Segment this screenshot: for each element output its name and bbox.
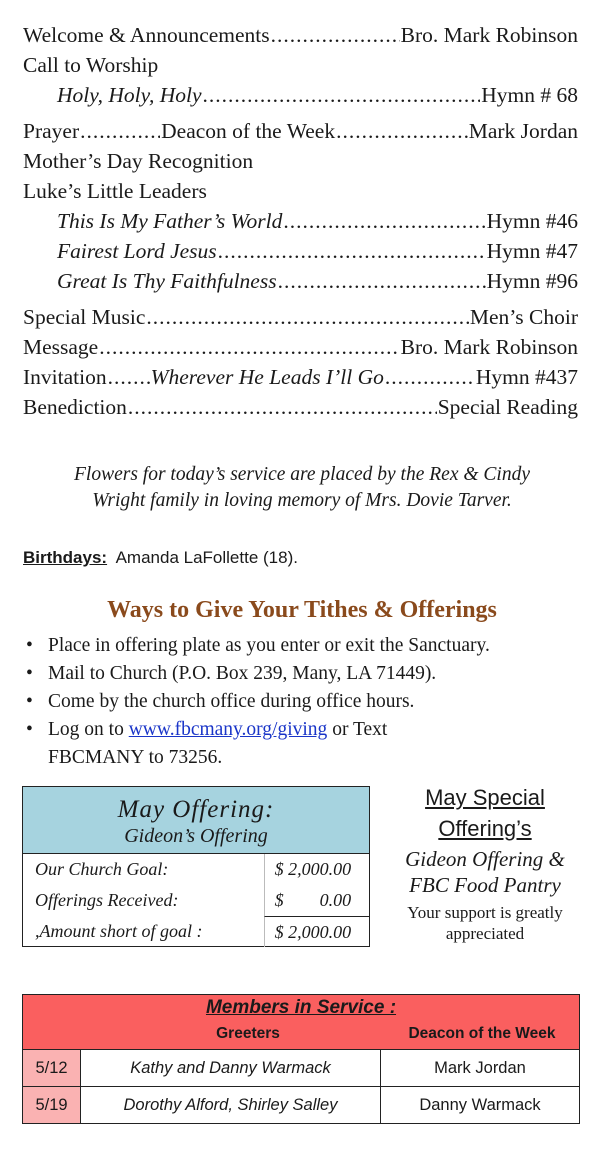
online-suffix: or Text	[327, 719, 388, 740]
offering-row	[23, 916, 369, 947]
may-special-line-2: FBC Food Pantry	[409, 873, 561, 897]
bullet-icon: •	[26, 691, 33, 712]
hymn-title: Holy, Holy, Holy	[57, 83, 202, 107]
may-special-offerings	[380, 782, 590, 944]
leader-dots	[283, 206, 485, 236]
hymn-title: Fairest Lord Jesus	[57, 239, 217, 263]
prayer-middle: Deacon of the Week	[161, 119, 336, 143]
ways-to-give-list	[24, 632, 584, 772]
leader-dots	[278, 266, 486, 296]
may-special-heading-2: Offering’s	[438, 816, 532, 841]
may-offering-table	[22, 786, 370, 947]
benediction-row	[23, 392, 578, 422]
date-cell: 5/19	[23, 1087, 81, 1123]
call-to-worship: Call to Worship	[23, 53, 159, 77]
flowers-line-2: Wright family in loving memory of Mrs. Dovie Tarver.	[92, 490, 512, 511]
leader-dots	[336, 116, 468, 146]
greeters-column-header: Greeters	[216, 1025, 280, 1042]
bullet-icon: •	[26, 719, 33, 740]
leader-dots	[128, 392, 437, 422]
list-item-text: Mail to Church (P.O. Box 239, Many, LA 71449).	[48, 663, 437, 684]
list-item-text: Place in offering plate as you enter or exit the Sanctuary.	[48, 635, 490, 656]
leader-dots	[108, 362, 150, 392]
members-title: Members in Service :	[205, 997, 397, 1018]
leader-dots	[385, 362, 475, 392]
special-music-label: Special Music	[23, 305, 146, 329]
birthdays-value: Amanda LaFollette (18).	[115, 548, 298, 567]
online-line-2: FBCMANY to 73256.	[48, 747, 223, 768]
benediction-value: Special Reading	[437, 395, 578, 419]
hymn-number: Hymn #96	[486, 269, 578, 293]
table-row	[22, 1050, 580, 1087]
message-value: Bro. Mark Robinson	[400, 335, 578, 359]
offering-value: $ 2,000.00	[264, 854, 369, 885]
deacon-column-header: Deacon of the Week	[408, 1025, 556, 1042]
birthdays-label: Birthdays:	[23, 548, 108, 567]
leader-dots	[146, 302, 468, 332]
deacon-cell: Danny Warmack	[419, 1095, 541, 1114]
offering-value: $ 2,000.00	[264, 916, 369, 947]
online-prefix: Log on to	[48, 719, 129, 740]
hymn-number: Hymn #47	[486, 239, 578, 263]
prayer-row	[23, 116, 578, 146]
may-offering-title: May Offering:	[117, 796, 275, 823]
may-offering-subtitle: Gideon’s Offering	[124, 825, 268, 847]
special-music-value: Men’s Choir	[469, 305, 578, 329]
hymn-number: Hymn #46	[486, 209, 578, 233]
offering-label: Offerings Received:	[35, 890, 179, 910]
prayer-label: Prayer	[23, 119, 80, 143]
may-special-note-1: Your support is greatly	[407, 903, 563, 922]
welcome-value: Bro. Mark Robinson	[400, 23, 578, 47]
invitation-row	[23, 362, 578, 392]
hymn-title: This Is My Father’s World	[57, 209, 283, 233]
leader-dots	[99, 332, 399, 362]
may-offering-header	[23, 787, 369, 854]
flowers-note	[20, 462, 584, 514]
lukes-leaders: Luke’s Little Leaders	[23, 179, 207, 203]
offering-row	[23, 885, 369, 916]
leader-dots	[271, 20, 400, 50]
table-row	[22, 1087, 580, 1124]
message-label: Message	[23, 335, 99, 359]
offering-label: ,Amount short of goal :	[35, 921, 203, 941]
leader-dots	[218, 236, 486, 266]
mothers-day: Mother’s Day Recognition	[23, 149, 254, 173]
giving-link[interactable]: www.fbcmany.org/giving	[128, 719, 328, 740]
message-row	[23, 332, 578, 362]
flowers-line-1: Flowers for today’s service are placed by the Rex & Cindy	[74, 464, 530, 485]
special-music-row	[23, 302, 578, 332]
bullet-icon: •	[26, 635, 33, 656]
may-special-heading-1: May Special	[425, 785, 545, 810]
members-in-service-table	[22, 994, 580, 1124]
date-cell: 5/12	[23, 1050, 81, 1086]
members-header	[22, 994, 580, 1050]
bullet-icon: •	[26, 663, 33, 684]
ways-to-give-title: Ways to Give Your Tithes & Offerings	[107, 597, 497, 623]
invitation-hymn-title: Wherever He Leads I’ll Go	[150, 365, 384, 389]
hymn-title: Great Is Thy Faithfulness	[57, 269, 277, 293]
hymn-row-faithfulness	[23, 266, 578, 296]
list-item	[24, 632, 584, 660]
list-item	[24, 688, 584, 716]
invitation-value: Hymn #437	[475, 365, 578, 389]
invitation-label: Invitation	[23, 365, 107, 389]
hymn-number: Hymn # 68	[481, 83, 578, 107]
deacon-cell: Mark Jordan	[434, 1058, 526, 1077]
hymn-row-holy	[23, 80, 578, 110]
welcome-label: Welcome & Announcements	[23, 23, 270, 47]
birthdays	[23, 548, 298, 568]
offering-value: $ 0.00	[264, 885, 369, 916]
offering-label: Our Church Goal:	[35, 859, 169, 879]
greeters-cell: Kathy and Danny Warmack	[81, 1050, 381, 1086]
order-of-service	[23, 20, 578, 422]
hymn-row-fairest	[23, 236, 578, 266]
list-item-text: Come by the church office during office hours.	[48, 691, 415, 712]
may-special-note-2: appreciated	[445, 924, 525, 943]
greeters-cell: Dorothy Alford, Shirley Salley	[81, 1087, 381, 1123]
list-item	[24, 660, 584, 688]
leader-dots	[80, 116, 160, 146]
list-item	[24, 716, 584, 772]
leader-dots	[203, 80, 481, 110]
may-special-line-1: Gideon Offering &	[405, 847, 565, 871]
prayer-value: Mark Jordan	[468, 119, 578, 143]
welcome-row	[23, 20, 578, 50]
offering-row	[23, 854, 369, 885]
hymn-row-fathers-world	[23, 206, 578, 236]
benediction-label: Benediction	[23, 395, 127, 419]
